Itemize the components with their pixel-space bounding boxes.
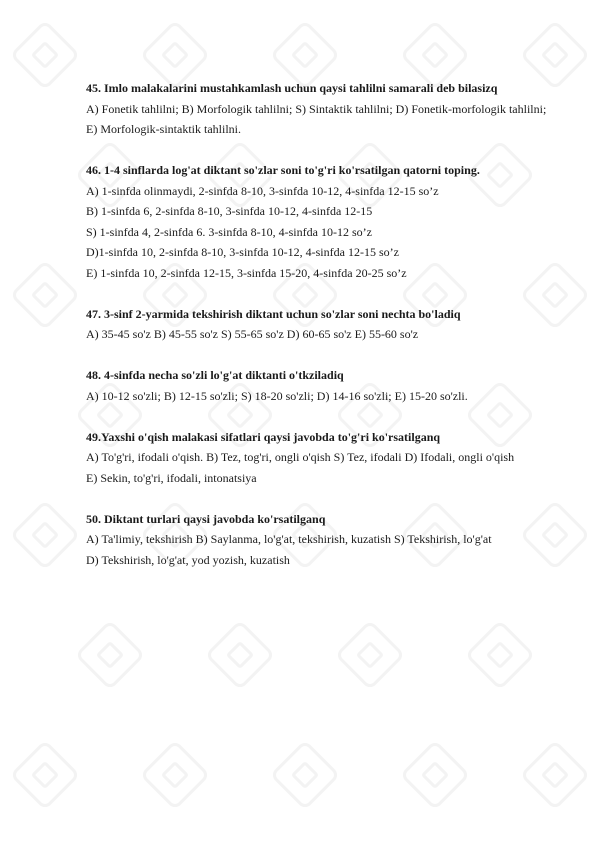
question-title: 49.Yaxshi o'qish malakasi sifatlari qaysi javobda to'g'ri ko'rsatilganq (86, 429, 441, 444)
answer-options: E) Sekin, to'g'ri, ifodali, intonatsiya (86, 470, 257, 485)
answer-option: A) 1-sinfda olinmaydi, 2-sinfda 8-10, 3-sinfda 10-12, 4-sinfda 12-15 so’z (86, 183, 439, 198)
answer-options: A) Fonetik tahlilni; B) Morfologik tahlilni; S) Sintaktik tahlilni; D) Fonetik-morfologik tahlilni; (86, 101, 547, 116)
answer-options: A) To'g'ri, ifodali o'qish. B) Tez, tog'ri, ongli o'qish S) Tez, ifodali D) Ifodali, ongli o'qish (86, 450, 515, 464)
answer-option: D)1-sinfda 10, 2-sinfda 8-10, 3-sinfda 10-12, 4-sinfda 12-15 so’z (86, 245, 399, 259)
question-49 (86, 427, 555, 489)
answer-option: S) 1-sinfda 4, 2-sinfda 6. 3-sinfda 8-10, 4-sinfda 10-12 so’z (86, 224, 372, 239)
answer-option: B) 1-sinfda 6, 2-sinfda 8-10, 3-sinfda 10-12, 4-sinfda 12-15 (86, 204, 373, 218)
answer-options: A) Ta'limiy, tekshirish B) Saylanma, lo'g'at, tekshirish, kuzatish S) Tekshirish, lo'g'at (86, 532, 492, 546)
answer-options: E) Morfologik-sintaktik tahlilni. (86, 122, 241, 136)
question-46 (86, 160, 555, 283)
question-48 (86, 365, 555, 406)
answer-options: A) 10-12 so'zli; B) 12-15 so'zli; S) 18-20 so'zli; D) 14-16 so'zli; E) 15-20 so'zli. (86, 388, 468, 403)
question-title: 48. 4-sinfda necha so'zli lo'g'at diktanti o'tkziladiq (86, 368, 344, 382)
question-45 (86, 78, 555, 140)
question-47 (86, 304, 555, 345)
question-title: 47. 3-sinf 2-yarmida tekshirish diktant uchun so'zlar soni nechta bo'ladiq (86, 306, 461, 321)
answer-options: A) 35-45 so'z B) 45-55 so'z S) 55-65 so'z D) 60-65 so'z E) 55-60 so'z (86, 327, 419, 341)
question-title: 50. Diktant turlari qaysi javobda ko'rsatilganq (86, 511, 326, 526)
question-title: 45. Imlo malakalarini mustahkamlash uchun qaysi tahlilni samarali deb bilasizq (86, 81, 498, 95)
question-title: 46. 1-4 sinflarda log'at diktant so'zlar soni to'g'ri ko'rsatilgan qatorni toping. (86, 163, 480, 177)
answer-option: E) 1-sinfda 10, 2-sinfda 12-15, 3-sinfda 15-20, 4-sinfda 20-25 so’z (86, 265, 407, 280)
question-50 (86, 509, 555, 571)
answer-options: D) Tekshirish, lo'g'at, yod yozish, kuzatish (86, 552, 290, 567)
